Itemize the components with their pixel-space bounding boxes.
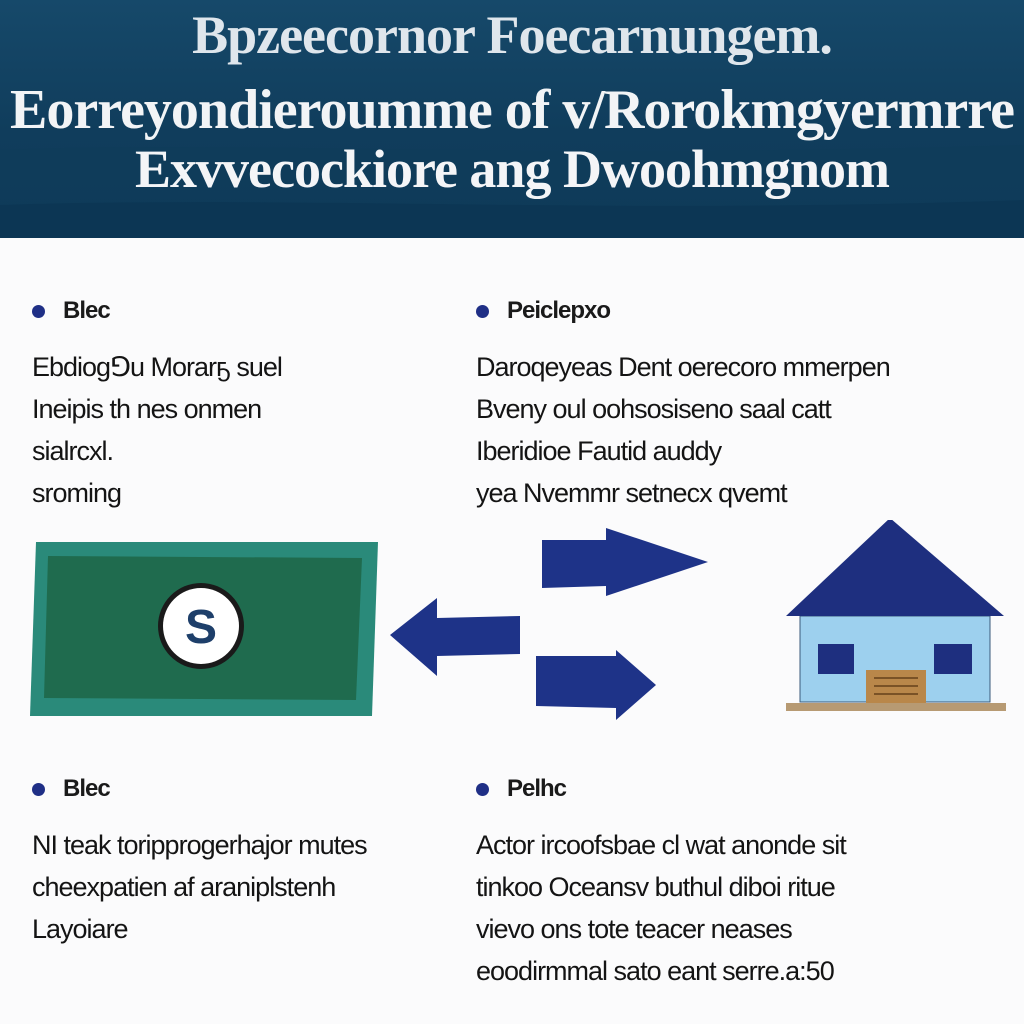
body-line: tinkoo Oceansv buthul diboi ritue (476, 872, 835, 902)
body-line: Ineipis th nes onmen (32, 394, 262, 424)
body-line: vievo ons tote teacer neases (476, 914, 792, 944)
arrow-right-bottom-icon (536, 650, 656, 720)
body-line: eoodirmmal sato eant serre.a:50 (476, 956, 834, 986)
section-bottom-left (32, 774, 472, 950)
section-heading: Pelhc (507, 775, 567, 802)
body-line: sroming (32, 478, 122, 508)
body-line: Daroqeyeas Dent oerecoro mmerpen (476, 352, 890, 382)
body-line: NI teak toripprogerhajor mutes (32, 830, 367, 860)
dollar-symbol: S (184, 601, 218, 654)
section-heading-row (32, 296, 432, 326)
arrow-left-icon (390, 598, 520, 676)
bullet-icon (32, 783, 45, 796)
section-body (476, 824, 1016, 992)
body-line: Iberidioe Fautid auddy (476, 436, 722, 466)
section-heading: Peiclepxo (507, 297, 611, 324)
section-body (476, 346, 996, 514)
bullet-icon (476, 783, 489, 796)
section-body (32, 346, 432, 514)
section-heading-row (32, 774, 472, 804)
section-heading-row (476, 296, 996, 326)
house-icon (786, 520, 1006, 711)
money-house-exchange-illustration (0, 520, 1024, 740)
section-heading: Blec (63, 775, 110, 802)
arrow-right-top-icon (542, 528, 708, 596)
section-body (32, 824, 472, 950)
body-line: Bveny oul oohsosiseno saal catt (476, 394, 831, 424)
body-line: Actor ircoofsbae cl wat anonde sit (476, 830, 846, 860)
body-line: cheexpatien af araniplstenh (32, 872, 336, 902)
page-title-line-1: Bpzeecornor Foecarnungem. (192, 5, 832, 65)
section-top-left (32, 296, 432, 514)
page-title-line-3: Exvvecockiore ang Dwoohmgnom (135, 139, 889, 199)
section-bottom-right (476, 774, 1016, 992)
body-line: Ebdiog⅁u Morarҕ suel (32, 352, 282, 382)
body-line: sialrcxl. (32, 436, 114, 466)
bullet-icon (476, 305, 489, 318)
section-heading-row (476, 774, 1016, 804)
body-line: yea Nvemmr setnecx qvemt (476, 478, 787, 508)
section-heading: Blec (63, 297, 110, 324)
bullet-icon (32, 305, 45, 318)
banknote-icon (30, 542, 378, 716)
section-top-right (476, 296, 996, 514)
header-banner (0, 0, 1024, 238)
body-line: Layoiare (32, 914, 128, 944)
page-title-line-2: Eorreyondieroumme of v/Rorokmgyermrre (10, 79, 1014, 141)
